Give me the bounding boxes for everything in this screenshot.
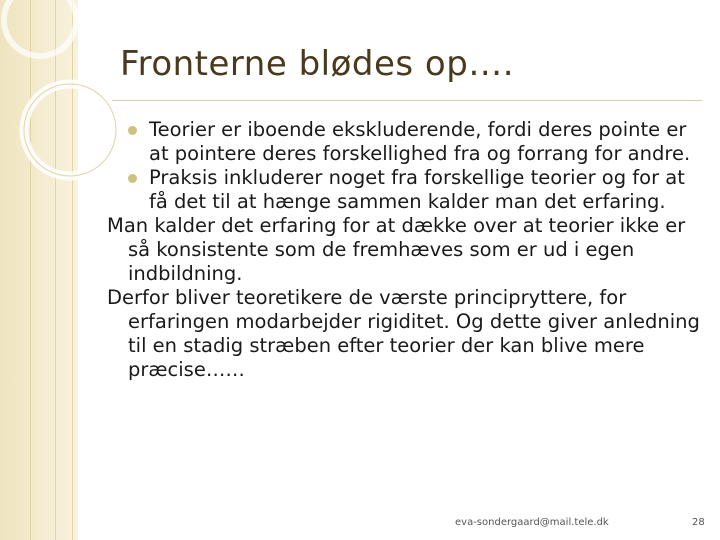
bullet-icon [128, 174, 137, 183]
bullet-paragraph [128, 166, 703, 214]
page-number: 28 [692, 517, 705, 528]
bullet-icon [128, 126, 137, 135]
paragraph-text: Teorier er iboende ekskluderende, fordi deres pointe er at pointere deres forskellighed fra og forrang for andre. [149, 118, 691, 165]
slide-title: Fronterne blødes op…. [120, 44, 515, 84]
decorative-circles-icon [0, 0, 140, 220]
bullet-paragraph [128, 118, 703, 166]
title-divider [112, 100, 702, 101]
plain-paragraph: Man kalder det erfaring for at dække over at teorier ikke er så konsistente som de fremhæves som er ud i egen indbildning. [107, 214, 686, 285]
plain-paragraph: Derfor bliver teoretikere de værste principryttere, for erfaringen modarbejder rigiditet. Og dette giver anledning til en stadig stræben efter teorier der kan blive mere præcise…… [107, 286, 700, 381]
decorative-circles [0, 0, 140, 220]
paragraph-text: Praksis inkluderer noget fra forskellige teorier og for at få det til at hænge sammen kalder man det erfaring. [149, 166, 685, 213]
slide-body [107, 118, 703, 382]
footer-email: eva-sondergaard@mail.tele.dk [455, 517, 609, 528]
